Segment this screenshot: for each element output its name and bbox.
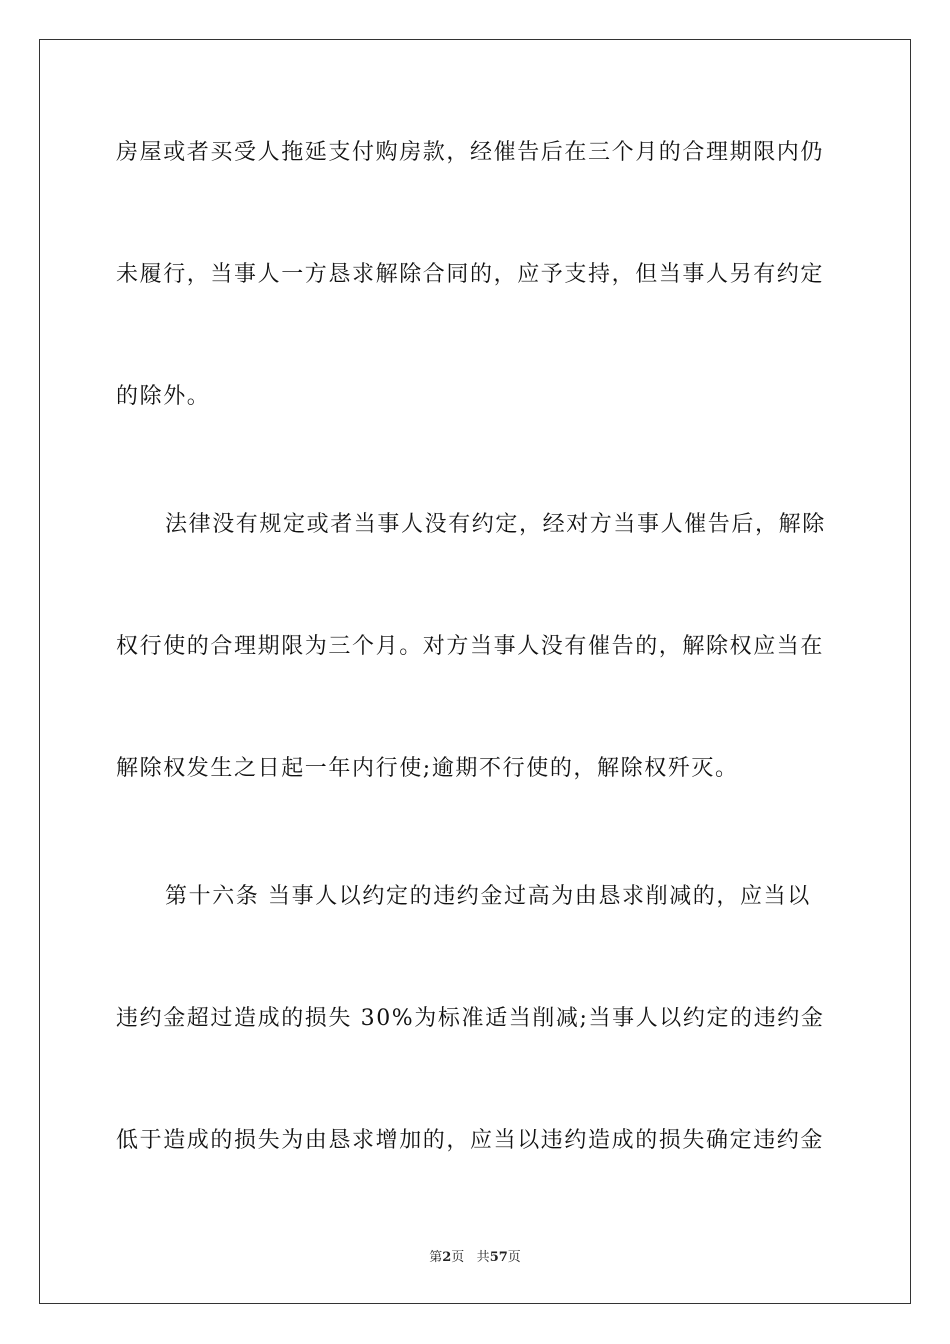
page-current: 2 xyxy=(442,1250,452,1265)
text-line-3: 的除外。 xyxy=(116,384,211,409)
page-prefix: 第 xyxy=(429,1250,443,1265)
text-line-1: 房屋或者买受人拖延支付购房款，经催告后在三个月的合理期限内仍 xyxy=(116,140,825,165)
text-line-9: 低于造成的损失为由恳求增加的，应当以违约造成的损失确定违约金 xyxy=(116,1128,825,1153)
text-line-2: 未履行，当事人一方恳求解除合同的，应予支持，但当事人另有约定 xyxy=(116,262,825,287)
text-line-5: 权行使的合理期限为三个月。对方当事人没有催告的，解除权应当在 xyxy=(116,634,825,659)
page-footer xyxy=(0,1246,950,1265)
total-suffix: 页 xyxy=(507,1250,521,1265)
text-line-7: 第十六条 当事人以约定的违约金过高为由恳求削减的，应当以 xyxy=(165,884,811,909)
page-total: 57 xyxy=(489,1250,508,1265)
page-suffix: 页 xyxy=(451,1250,465,1265)
text-line-8: 违约金超过造成的损失 30%为标准适当削减;当事人以约定的违约金 xyxy=(116,1006,825,1031)
text-line-4: 法律没有规定或者当事人没有约定，经对方当事人催告后，解除 xyxy=(165,512,826,537)
text-line-6: 解除权发生之日起一年内行使;逾期不行使的，解除权歼灭。 xyxy=(116,756,739,781)
page-frame xyxy=(39,39,911,1304)
total-prefix: 共 xyxy=(476,1250,490,1265)
